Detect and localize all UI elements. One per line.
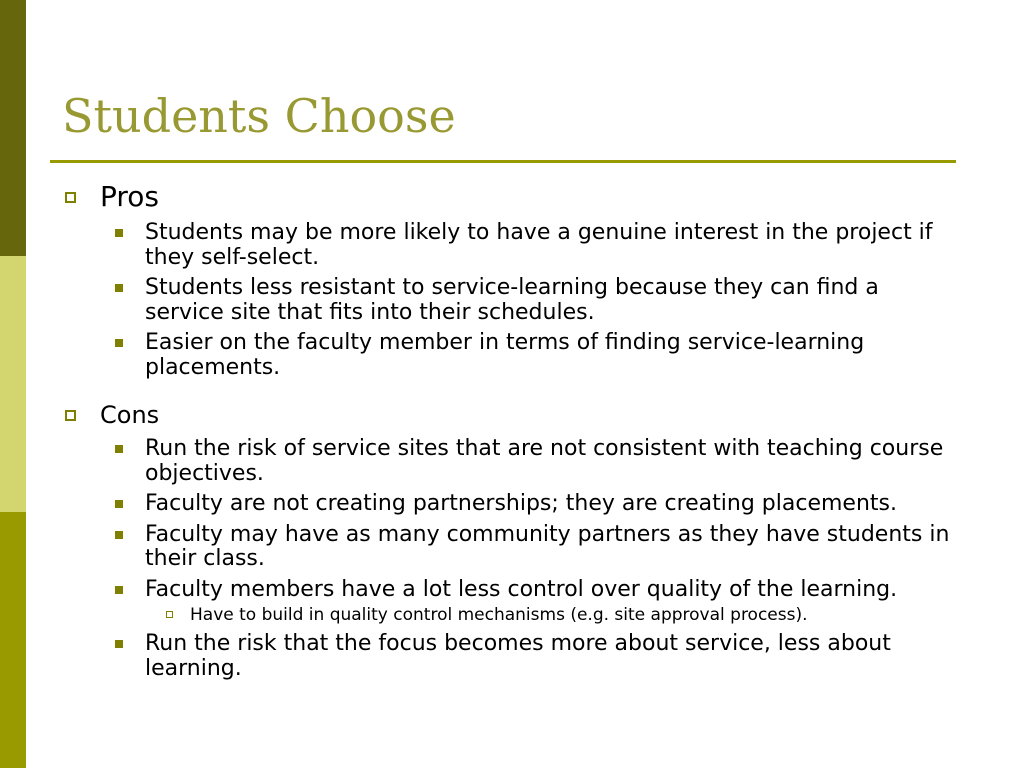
sidebar-band-olive: [0, 512, 26, 768]
pros-item-text: Easier on the faculty member in terms of finding service-learning placements.: [145, 330, 865, 380]
square-bullet-icon: [115, 229, 123, 237]
hollow-square-bullet-icon: [65, 192, 76, 203]
cons-label: Cons: [100, 401, 160, 429]
pros-item-text: Students may be more likely to have a genuine interest in the project if they self-select.: [145, 220, 933, 270]
square-bullet-icon: [115, 586, 123, 594]
cons-sub-item-text: Have to build in quality control mechanisms (e.g. site approval process).: [190, 605, 808, 625]
cons-item-text: Faculty are not creating partnerships; they are creating placements.: [145, 491, 897, 516]
square-bullet-icon: [115, 284, 123, 292]
cons-heading: [62, 398, 962, 432]
pros-item: [145, 276, 962, 325]
sidebar-band-dark: [0, 0, 26, 256]
square-bullet-icon: [115, 640, 123, 648]
square-bullet-icon: [115, 500, 123, 508]
cons-item: [145, 523, 962, 572]
small-hollow-square-bullet-icon: [166, 611, 173, 618]
cons-item-text: Run the risk that the focus becomes more about service, less about learning.: [145, 631, 891, 681]
cons-item-text: Faculty may have as many community partners as they have students in their class.: [145, 521, 950, 571]
cons-item: [145, 632, 962, 681]
title-divider: [50, 160, 956, 163]
cons-item: [145, 492, 962, 517]
square-bullet-icon: [115, 339, 123, 347]
square-bullet-icon: [115, 445, 123, 453]
cons-item: [145, 578, 962, 603]
slide-body: [62, 178, 962, 681]
pros-item-text: Students less resistant to service-learning because they can find a service site that fits into their schedules.: [145, 275, 879, 325]
pros-item: [145, 331, 962, 380]
cons-item: [145, 437, 962, 486]
cons-sub-item: [190, 604, 962, 626]
pros-heading: [62, 178, 962, 216]
cons-item-text: Faculty members have a lot less control over quality of the learning.: [145, 576, 898, 602]
sidebar-band-light: [0, 256, 26, 512]
hollow-square-bullet-icon: [65, 410, 76, 421]
pros-label: Pros: [100, 180, 160, 213]
slide-title: Students Choose: [62, 89, 456, 143]
pros-item: [145, 221, 962, 270]
cons-item-text: Run the risk of service sites that are not consistent with teaching course objectives.: [145, 436, 944, 486]
square-bullet-icon: [115, 531, 123, 539]
sidebar-stripe: [0, 0, 26, 768]
